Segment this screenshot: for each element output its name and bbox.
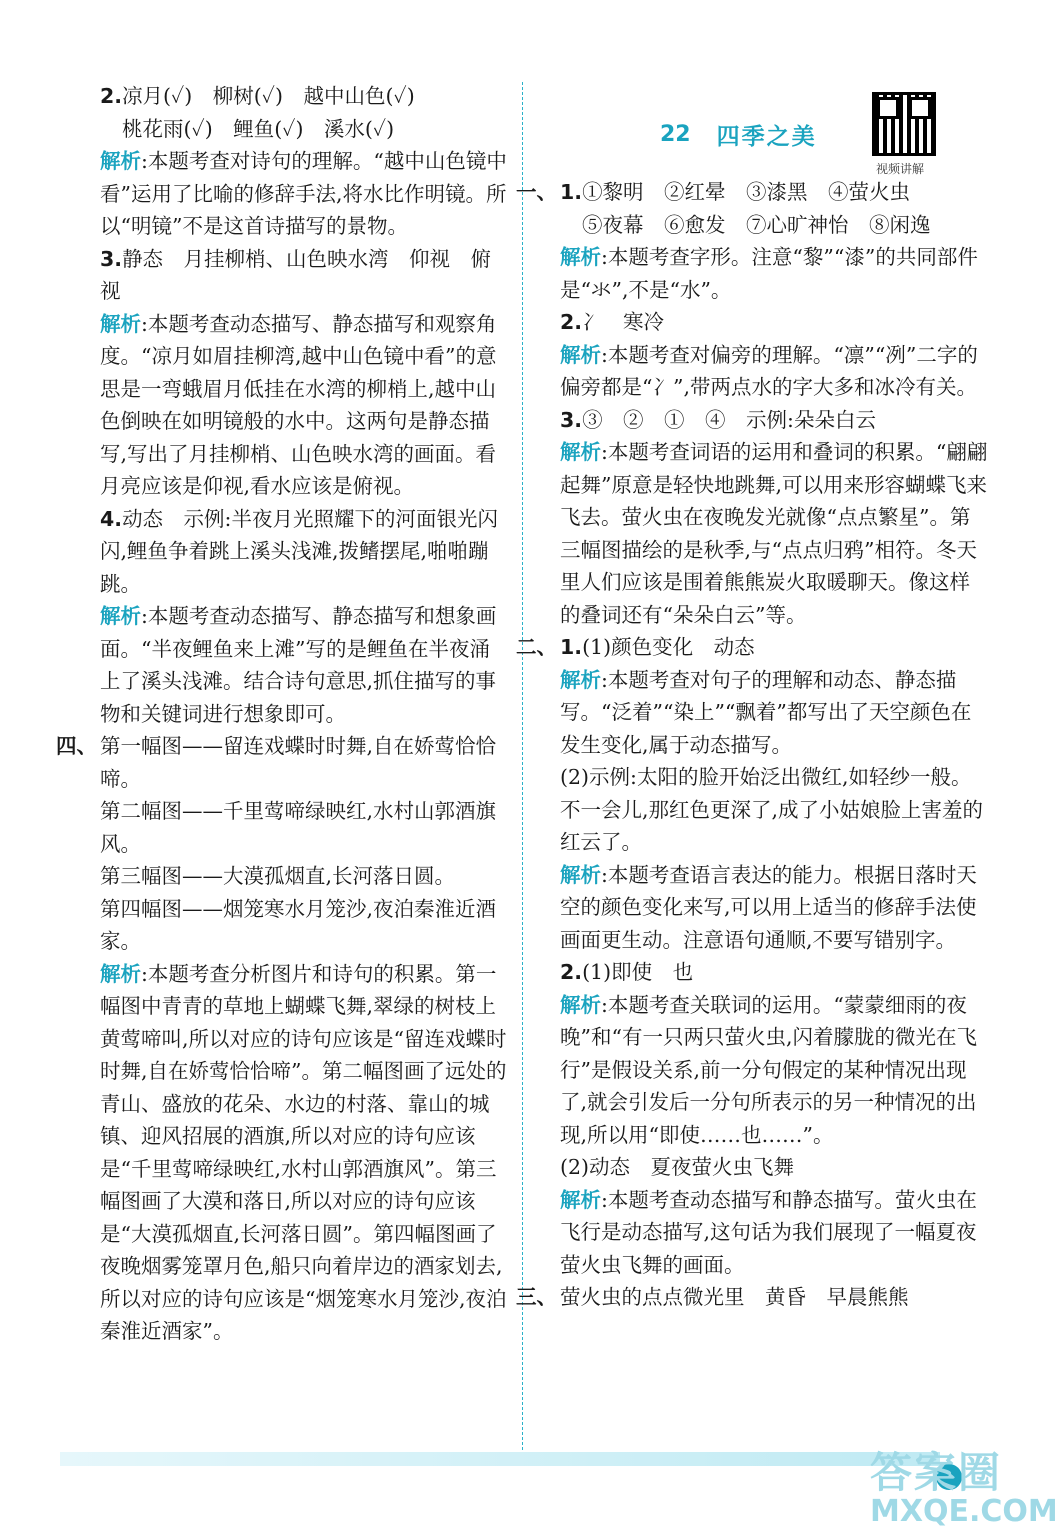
analysis-tag: 解析 [560, 342, 601, 367]
answer-line: (2)示例:太阳的脸开始泛出微红,如轻纱一般。不一会儿,那红色更深了,成了小姑娘脸上害羞的红云了。 [560, 765, 984, 854]
answer-text: 第一幅图——留连戏蝶时时舞,自在娇莺恰恰啼。 [100, 734, 497, 791]
analysis-text: :本题考查对偏旁的理解。“凛”“冽”二字的偏旁都是“冫”,带两点水的字大多和冰冷有关。 [560, 342, 978, 399]
analysis-tag: 解析 [560, 245, 601, 269]
analysis-paragraph [560, 339, 990, 404]
watermark-line2: MXQE.COM [870, 1494, 1058, 1529]
answer-text: 凉月(✓) 柳树(✓) 越中山色(✓) [122, 84, 415, 108]
analysis-paragraph [100, 308, 508, 503]
question-answer [100, 80, 508, 113]
analysis-paragraph [560, 859, 990, 957]
section-answer [56, 730, 508, 795]
analysis-tag: 解析 [100, 604, 141, 628]
answer-text: (1)颜色变化 动态 [582, 635, 755, 659]
analysis-text: :本题考查对句子的理解和动态、静态描写。“泛着”“染上”“飘着”都写出了天空颜色在发生变化,属于动态描写。 [560, 667, 972, 757]
question-answer [100, 503, 508, 601]
question-answer [560, 306, 990, 339]
watermark-line1: 答案圈 [870, 1448, 1003, 1497]
analysis-tag: 解析 [100, 961, 141, 986]
question-number: 2. [100, 84, 123, 108]
lesson-title: 四季之美 [716, 124, 817, 150]
question-number: 2. [560, 960, 583, 984]
answer-text: ③ ② ① ④ 示例:朵朵白云 [582, 407, 876, 432]
question-number: 2. [560, 310, 583, 334]
question-number: 3. [100, 246, 123, 271]
analysis-text: :本题考查动态描写和静态描写。萤火虫在飞行是动态描写,这句话为我们展现了一幅夏夜萤火虫飞舞的画面。 [560, 1187, 977, 1277]
question-answer [100, 243, 508, 308]
analysis-text: :本题考查语言表达的能力。根据日落时天空的颜色变化来写,可以用上适当的修辞手法使画面更生动。注意语句通顺,不要写错别字。 [560, 862, 977, 952]
analysis-paragraph [100, 145, 508, 243]
analysis-text: :本题考查关联词的运用。“蒙蒙细雨的夜晚”和“有一只两只萤火虫,闪着朦胧的微光在飞行”是假设关系,前一分句假定的某种情况出现了,就会引发后一分句所表示的另一种情况的出现,所以用“即使……也……”。 [560, 992, 977, 1147]
analysis-text: :本题考查动态描写、静态描写和想象画面。“半夜鲤鱼来上滩”写的是鲤鱼在半夜涌上了溪头浅滩。结合诗句意思,抓住描写的事物和关键词进行想象即可。 [100, 604, 497, 726]
question-number: 1. [560, 635, 583, 659]
analysis-paragraph [560, 241, 990, 306]
question-number: 1. [560, 180, 583, 204]
answer-continuation: ⑤夜幕 ⑥愈发 ⑦心旷神怡 ⑧闲逸 [582, 212, 931, 237]
left-column [56, 80, 508, 1348]
analysis-paragraph [560, 1184, 990, 1282]
analysis-tag: 解析 [100, 149, 141, 173]
analysis-paragraph [560, 664, 990, 762]
question-answer [560, 956, 990, 989]
answer-continuation: 桃花雨(✓) 鲤鱼(✓) 溪水(✓) [122, 116, 395, 141]
analysis-paragraph [560, 989, 990, 1152]
section-mark: 四、 [56, 734, 97, 758]
question-number: 4. [100, 506, 123, 531]
lesson-number: 22 [660, 122, 691, 147]
section-answer [516, 631, 990, 664]
analysis-text: :本题考查字形。注意“黎”“漆”的共同部件是“氺”,不是“水”。 [560, 245, 978, 302]
answer-text: 静态 月挂柳梢、山色映水湾 仰视 俯视 [100, 246, 492, 303]
lesson-header [660, 118, 817, 151]
answer-text: 冫 寒冷 [582, 310, 665, 334]
analysis-paragraph [100, 958, 508, 1348]
section-answer [516, 1281, 990, 1314]
analysis-text: :本题考查动态描写、静态描写和观察角度。“凉月如眉挂柳湾,越中山色镜中看”的意思是一弯蛾眉月低挂在水湾的柳梢上,越中山色倒映在如明镜般的水中。这两句是静态描写,写出了月挂柳梢、山色映水湾的画面。看月亮应该是仰视,看水应该是俯视。 [100, 311, 497, 498]
analysis-tag: 解析 [560, 862, 601, 887]
answer-line: 第三幅图——大漠孤烟直,长河落日圆。 [100, 864, 456, 888]
right-column [516, 176, 990, 1314]
analysis-tag: 解析 [560, 440, 601, 464]
answer-line: 第二幅图——千里莺啼绿映红,水村山郭酒旗风。 [100, 799, 497, 856]
answer-text: 萤火虫的点点微光里 黄昏 早晨熊熊 [560, 1285, 909, 1309]
analysis-text: :本题考查对诗句的理解。“越中山色镜中看”运用了比喻的修辞手法,将水比作明镜。所以“明镜”不是这首诗描写的景物。 [100, 149, 507, 238]
section-mark: 一、 [516, 180, 557, 204]
section-answer [516, 176, 990, 209]
question-number: 3. [560, 407, 583, 432]
bottom-strip [60, 1452, 940, 1466]
qr-code-icon [872, 92, 936, 156]
qr-label: 视频讲解 [876, 162, 925, 176]
analysis-paragraph [100, 600, 508, 730]
answer-text: ①黎明 ②红晕 ③漆黑 ④萤火虫 [582, 180, 911, 204]
column-divider [522, 82, 523, 1450]
answer-text: 动态 示例:半夜月光照耀下的河面银光闪闪,鲤鱼争着跳上溪头浅滩,拨鳍摆尾,啪啪蹦跳。 [100, 506, 498, 596]
analysis-paragraph [560, 436, 990, 631]
answer-line: 第四幅图——烟笼寒水月笼沙,夜泊秦淮近酒家。 [100, 896, 497, 953]
analysis-tag: 解析 [560, 992, 601, 1017]
watermark-logo [870, 1440, 1058, 1530]
section-mark: 二、 [516, 635, 557, 659]
analysis-text: :本题考查词语的运用和叠词的积累。“翩翩起舞”原意是轻快地跳舞,可以用来形容蝴蝶飞来飞去。萤火虫在夜晚发光就像“点点繁星”。第三幅图描绘的是秋季,与“点点归鸦”相符。冬天里人们应该是围着熊熊炭火取暖聊天。像这样的叠词还有“朵朵白云”等。 [560, 440, 988, 627]
section-mark: 三、 [516, 1285, 557, 1309]
answer-text: (1)即使 也 [582, 960, 694, 984]
analysis-tag: 解析 [560, 1187, 601, 1212]
answer-line: (2)动态 夏夜萤火虫飞舞 [560, 1155, 795, 1179]
question-answer [560, 404, 990, 437]
analysis-text: :本题考查分析图片和诗句的积累。第一幅图中青青的草地上蝴蝶飞舞,翠绿的树枝上黄莺啼叫,所以对应的诗句应该是“留连戏蝶时时舞,自在娇莺恰恰啼”。第二幅图画了远处的青山、盛放的花朵、水边的村落、靠山的城镇、迎风招展的酒旗,所以对应的诗句应该是“千里莺啼绿映红,水村山郭酒旗风”。第三幅图画了大漠和落日,所以对应的诗句应该是“大漠孤烟直,长河落日圆”。第四幅图画了夜晚烟雾笼罩月色,船只向着岸边的酒家划去,所以对应的诗句应该是“烟笼寒水月笼沙,夜泊秦淮近酒家”。 [100, 961, 507, 1343]
analysis-tag: 解析 [560, 667, 601, 692]
analysis-tag: 解析 [100, 311, 141, 336]
